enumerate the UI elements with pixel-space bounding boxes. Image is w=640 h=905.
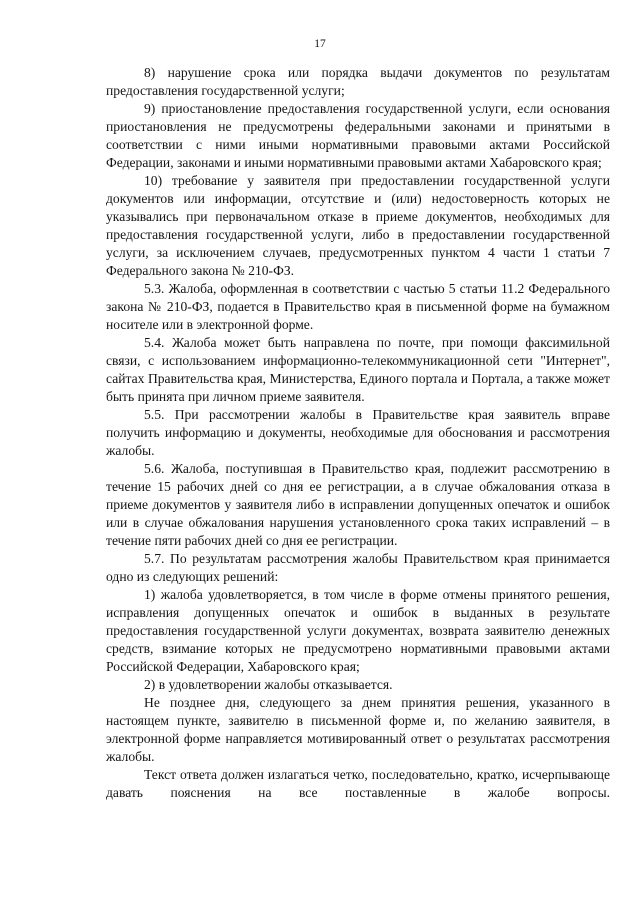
clause-5-5: 5.5. При рассмотрении жалобы в Правительстве края заявитель вправе получить информацию и документы, необходимые для обоснования и рассмотрения жалобы. <box>106 407 610 458</box>
document-body <box>106 64 610 802</box>
clause-5-4: 5.4. Жалоба может быть направлена по почте, при помощи факсимильной связи, с использованием информационно-телекоммуникационной сети "Интернет", сайтах Правительства края, Министерства, Единого портала и Портала, а также может быть принята при личном приеме заявителя. <box>106 335 610 404</box>
clause-5-6: 5.6. Жалоба, поступившая в Правительство края, подлежит рассмотрению в течение 15 рабочих дней со дня ее регистрации, а в случае обжалования отказа в приеме документов у заявителя либо в исправлении допущенных опечаток и ошибок или в случае обжалования нарушения установленного срока таких исправлений – в течение пяти рабочих дней со дня ее регистрации. <box>106 461 610 548</box>
response-text-paragraph: Текст ответа должен излагаться четко, последовательно, кратко, исчерпывающе давать пояснения на все поставленные в жалобе вопросы. <box>106 767 610 800</box>
response-deadline-paragraph: Не позднее дня, следующего за днем принятия решения, указанного в настоящем пункте, заявителю в письменной форме и, по желанию заявителя, в электронной форме направляется мотивированный ответ о результатах рассмотрения жалобы. <box>106 695 610 764</box>
list-item-8: 8) нарушение срока или порядка выдачи документов по результатам предоставления государственной услуги; <box>106 65 610 98</box>
clause-5-3: 5.3. Жалоба, оформленная в соответствии с частью 5 статьи 11.2 Федерального закона № 210-ФЗ, подается в Правительство края в письменной форме на бумажном носителе или в электронной форме. <box>106 281 610 332</box>
list-item-10: 10) требование у заявителя при предоставлении государственной услуги документов или информации, отсутствие и (или) недостоверность которых не указывались при первоначальном отказе в приеме документов, необходимых для предоставления государственной услуги, либо в предоставлении государственной услуги, за исключением случаев, предусмотренных пунктом 4 части 1 статьи 7 Федерального закона № 210-ФЗ. <box>106 173 610 278</box>
decision-item-2: 2) в удовлетворении жалобы отказывается. <box>144 677 393 692</box>
page-number: 17 <box>314 38 326 50</box>
decision-item-1: 1) жалоба удовлетворяется, в том числе в форме отмены принятого решения, исправления допущенных опечаток и ошибок в выданных в результате предоставления государственной услуги документах, возврата заявителю денежных средств, взимание которых не предусмотрено нормативными правовыми актами Российской Федерации, Хабаровского края; <box>106 587 610 674</box>
clause-5-7: 5.7. По результатам рассмотрения жалобы Правительством края принимается одно из следующих решений: <box>106 551 610 584</box>
list-item-9: 9) приостановление предоставления государственной услуги, если основания приостановления не предусмотрены федеральными законами и принятыми в соответствии с ними иными нормативными правовыми актами Российской Федерации, законами и иными нормативными правовыми актами Хабаровского края; <box>106 101 610 170</box>
